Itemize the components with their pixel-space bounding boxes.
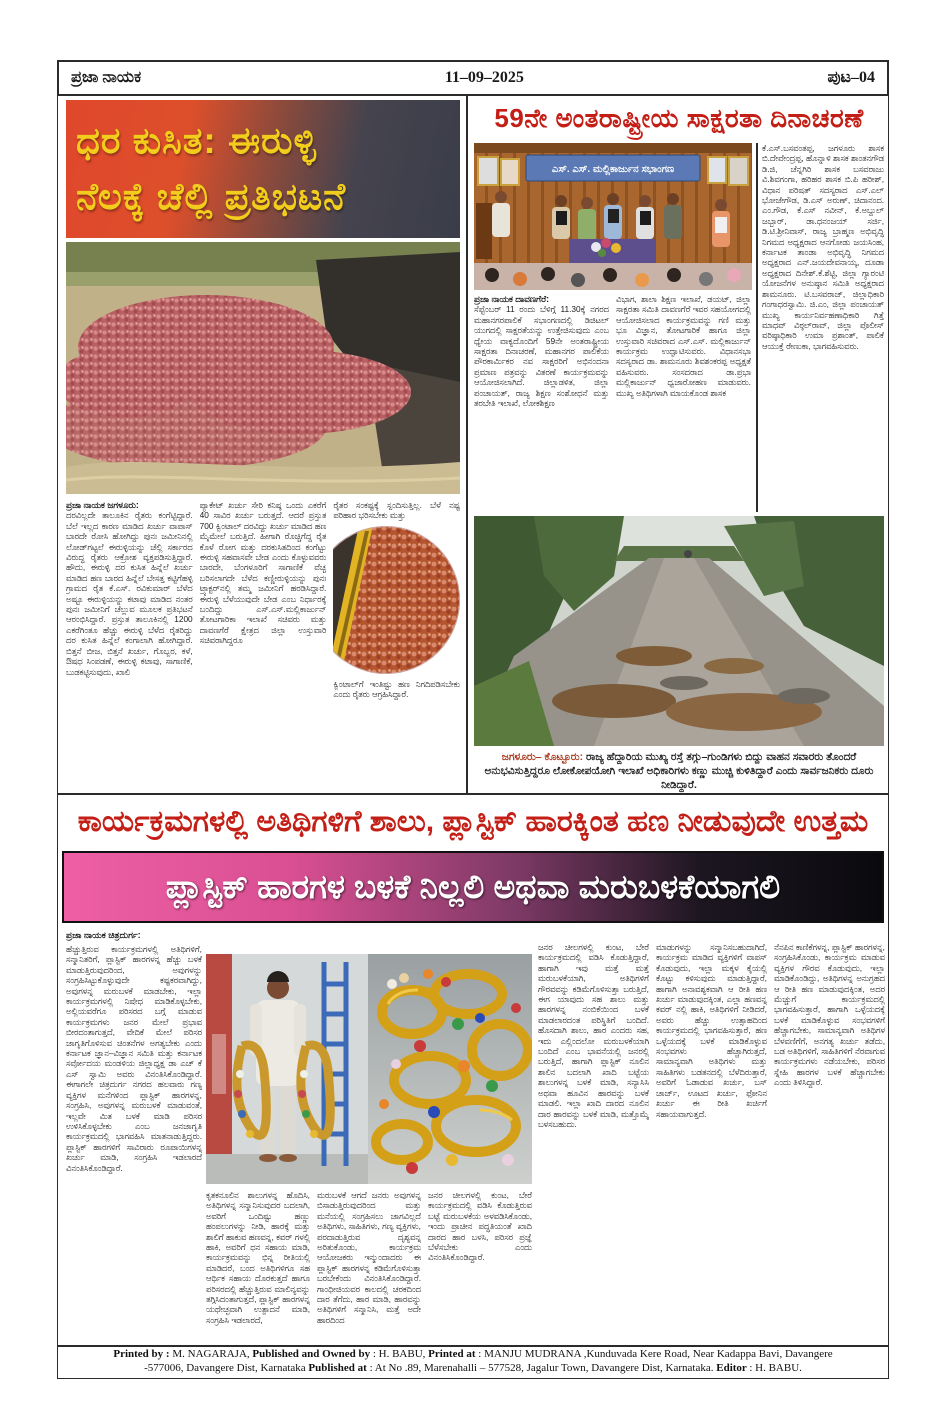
- garland-right-columns: [538, 942, 886, 1340]
- podium: [476, 203, 492, 259]
- masthead-bar: [57, 60, 889, 96]
- section-divider-vertical: [466, 96, 468, 793]
- onion-headline: ಧರ ಕುಸಿತ: ಈರುಳ್ಳಿ ನೆಲಕ್ಕೆ ಚೆಲ್ಲಿ ಪ್ರತಿಭಟನೆ: [76, 120, 347, 217]
- onion-col-1: ಪ್ರಜಾ ನಾಯಕ ಜಗಳೂರು: ದರವಿಲ್ಲದೇ ತಾಲೂಕಿನ ರೈತರು ಕಂಗೆಟ್ಟಿದ್ದಾರೆ. ಬೆಲೆ ಇಲ್ಲದ ಕಾರಣ ಮಾಡಿದ ಖರ್ಚು ವಾಪಾಸ್ ಬಾರದೇ ರೋಸಿ ಹೋಗಿದ್ದು ಪುನಃ ಜಮೀನಿನಲ್ಲಿ ಲೋಡ್‌ಗಟ್ಟಲೆ ಈರುಳ್ಳಿಯನ್ನು ಚೆಲ್ಲಿ ಸರ್ಕಾರದ ವಿರುದ್ಧ ರೈತರು ಆಕ್ರೋಶ ವ್ಯಕ್ತಪಡಿಸುತ್ತಿದ್ದಾರೆ. ಹೌದು, ಈರುಳ್ಳಿ ದರ ಕುಸಿತ ಹಿನ್ನೆಲೆ ಖರ್ಚು ಮಾಡಿದ ಹಣ ಬಾರದ ಹಿನ್ನೆಲೆ ಬೇಸತ್ತ ಕಟ್ಟಿಗೆಹಳ್ಳಿ ಗ್ರಾಮದ ರೈತ ಕೆ.ಎಸ್. ರವಿಕುಮಾರ್ ಬೆಳೆದ ಅಷ್ಟೂ ಈರುಳ್ಳಿಯನ್ನು ಕಟಾವು ಮಾಡಿದ ನಂತರ ಪುನಃ ಜಮೀನಿಗೆ ಚೆಲ್ಲುವ ಮೂಲಕ ಪ್ರತಿಭಟನೆ ಆರಂಭಿಸಿದ್ದಾರೆ. ಪ್ರಸ್ತುತ ತಾಲೂಕಿನಲ್ಲಿ 1200 ಎಕರೆಗಿಂತೂ ಹೆಚ್ಚು ಈರುಳ್ಳಿ ಬೆಳೆದ ರೈತರಿದ್ದು ದರ ಕುಸಿತ ಹಿನ್ನೆಲೆ ಕಂಗಾಲಾಗಿ ಹೋಗಿದ್ದಾರೆ. ಬಿತ್ತನೆ ಬೀಜ, ಬಿತ್ತನೆ ಖರ್ಚು, ಗೊಬ್ಬರ, ಕಳೆ, ಔಷಧ ಸಿಂಪಡಣೆ, ಈರುಳ್ಳಿ ಕಟಾವು, ಸಾಗಾಣಿಕೆ, ಬುಡಕಟ್ಟಿಸುವುದು, ಖಾಲಿ: [66, 500, 193, 677]
- literacy-article-columns: [474, 294, 752, 512]
- garland-col-1: ಹೆಚ್ಚುತ್ತಿರುವ ಕಾರ್ಯಕ್ರಮಗಳಲ್ಲಿ ಅತಿಥಿಗಳಿಗೆ, ಸನ್ಮಾನಿತರಿಗೆ, ಪ್ಲಾಸ್ಟಿಕ್ ಹಾರಗಳನ್ನ ಹೆಚ್ಚು ಬಳಕೆ ಮಾಡುತ್ತಿರುವುದರಿಂದ, ಅವುಗಳನ್ನು ಸಂಗ್ರಹಿಸಿಟ್ಟುಕೊಳ್ಳುವುದೇ ಕಷ್ಟಕರವಾಗಿದ್ದು, ಅವುಗಳನ್ನ ಮರುಬಳಕೆ ಮಾಡಬೇಕು, ಇಲ್ಲಾ ಕಾರ್ಯಕ್ರಮಗಳಲ್ಲಿ ನಿಷೇಧ ಮಾಡಿಕೊಳ್ಳಬೇಕು, ಅಲ್ಲಿಯವರೆಗೂ ಪರಿಸರದ ಬಗ್ಗೆ ಮಾಡುವ ಕಾರ್ಯಕ್ರಮಗಳು ಜನರ ಮೇಲೆ ಪ್ರಭಾವ ಬೀರದಂತಾಗುತ್ತದೆ, ವೇದಿಕೆ ಮೇಲೆ ಪರಿಸರ ಜಾಗೃತಿಗೊಳಿಸುವ ಚಿಂತನೆಗಳ ಅಗತ್ಯಬೇಕು ಎಂದು ಕರ್ನಾಟಕ ಜ್ಞಾನ–ವಿಜ್ಞಾನ ಸಮಿತಿ ಮತ್ತು ಕರ್ನಾಟಕ ಸರ್ವೋದಯ ಮಂಡಳಿಯ ಜಿಲ್ಲಾಧ್ಯಕ್ಷ ಡಾ ಎಚ್ ಕೆ ಎಸ್ ಸ್ವಾಮಿ ಅವರು ವಿನಂತಿಸಿಕೊಂಡಿದ್ದಾರೆ. ಈಗಾಗಲೇ ಚಿತ್ರದುರ್ಗ ನಗರದ ಹಲವಾರು ಗಣ್ಯ ವ್ಯಕ್ತಿಗಳ ಮನೆಗಳಿಂದ ಪ್ಲಾಸ್ಟಿಕ್ ಹಾರಗಳನ್ನ, ಸಂಗ್ರಹಿಸಿ, ಅವುಗಳನ್ನ ಮರುಬಳಕೆ ಮಾಡುವಂತೆ, ಇಲ್ಲವೇ ಮಿತ ಬಳಕೆ ಮಾಡಿ ಪರಿಸರ ಉಳಿಸಿಕೊಳ್ಳಬೇಕು ಎಂಬ ಜನಜಾಗೃತಿ ಕಾರ್ಯಕ್ರಮದಲ್ಲಿ ಭಾಗವಹಿಸಿ ಮಾತನಾಡುತ್ತಿದ್ದರು. ಪ್ಲಾಸ್ಟಿಕ್ ಹಾರಗಳಿಗೆ ಸಾವಿರಾರು ರೂಪಾಯಿಗಳನ್ನ ಖರ್ಚು ಮಾಡಿ, ಸಂಗ್ರಹಿಸಿ ಇಡಲಾರದೆ ವಿನಂತಿಸಿಕೊಂಡಿದ್ದಾರೆ.: [66, 944, 202, 1173]
- issue-date: 11–09–2025: [444, 69, 524, 86]
- imprint-line-2: -577006, Davangere Dist, Karnataka Published at : At No .89, Marenahalli – 577528, Jagalur Town, Davangere Dist, Karnataka. Editor : H. BABU.: [144, 1362, 802, 1374]
- onion-col-3: ರೈತರ ಸಂಕಷ್ಟಕ್ಕೆ ಸ್ಪಂದಿಸುತ್ತಿಲ್ಲ. ಬೆಳೆ ನಷ್ಟ ಪರಿಹಾರ ಭರಿಸಬೇಕು ಮತ್ತು ಕ್ವಿಂಟಾಲ್‌ಗೆ ಇಂತಿಷ್ಟು ಹಣ ನಿಗದಿಪಡಿಸಬೇಕು ಎಂದು ರೈತರು ಆಗ್ರಹಿಸಿದ್ದಾರೆ.: [333, 500, 460, 793]
- garland-mid-columns: [206, 1190, 532, 1340]
- garland-byline: ಪ್ರಜಾ ನಾಯಕ ಚಿತ್ರದುರ್ಗ:: [66, 930, 141, 940]
- garland-col-d: ಜನರ ಚೀಲಗಳಲ್ಲಿ ಕುಂಟ, ಬೇರೆ ಕಾರ್ಯಕ್ರಮದಲ್ಲಿ ವಡಿಸಿ ಕೊಡುತ್ತಿದ್ದಾರೆ, ಹಾಗಾಗಿ ಇವು ಮತ್ತೆ ಮತ್ತೆ ಮರುಬಳಕೆಯಾಗಿ, ಅತಿಥಿಗಳಿಗೆ ಗೌರವವನ್ನು ಕಡಿಮೆಗೊಳಿಸುತ್ತಾ ಬರುತ್ತಿದೆ, ಈಗ ಯಾವುದು ಸಹ ಶಾಲು ಮತ್ತು ಹಾರಗಳನ್ನ ನಂಬಿಕೆಯಿಂದ ಬಳಕೆ ಮಾಡಲಾರದಂತ ಪರಿಸ್ಥಿತಿಗೆ ಬಂದಿದೆ. ಹೊಸದಾಗಿ ಶಾಲು, ಹಾರ ಎಂದರು ಸಹ, ಇದು ಎಲ್ಲಿಂದಲೋ ಮರುಬಳಕೆಯಾಗಿ ಬಂದಿದೆ ಎಂಬ ಭಾವನೆಯಲ್ಲಿ ಜನರಲ್ಲಿ ಬರುತ್ತಿದೆ, ಹಾಗಾಗಿ ಪ್ಲಾಸ್ಟಿಕ್ ನೂಲಿನ ಶಾಲಿನ ಬದಲಾಗಿ ಖಾದಿ ಬಟ್ಟೆಯ ಶಾಲುಗಳನ್ನ ಬಳಕೆ ಮಾಡಿ, ಸನ್ಯಾಸಿಸಿ ಅಥವಾ ಹೂವಿನ ಹಾರವನ್ನು ಬಳಕೆ ಮಾಡಲಿ. ಇಲ್ಲಾ ಖಾದಿ ದಾರದ ನೂಲಿನ ದಾರ ಹಾರವನ್ನು ಬಳಕೆ ಮಾಡಿ, ಮತ್ತೊಮ್ಮೆ ಬಳಸಬಹುದು.: [538, 942, 649, 1129]
- garland-main-headline: ಪ್ಲಾಸ್ಟಿಕ್ ಹಾರಗಳ ಬಳಕೆ ನಿಲ್ಲಲಿ ಅಥವಾ ಮರುಬಳಕೆಯಾಗಲಿ: [62, 851, 884, 923]
- imprint-line-1: Printed by : M. NAGARAJA, Published and Owned by : H. BABU, Printed at : MANJU MUDRANA ,Kunduvada Kere Road, Near Kadappa Bavi, Davangere: [113, 1348, 833, 1360]
- literacy-col-2: ವಿಭಾಗ, ಶಾಲಾ ಶಿಕ್ಷಣ ಇಲಾಖೆ, ಡಯಟ್, ಜಿಲ್ಲಾ ಸಾಕ್ಷರತಾ ಸಮಿತಿ ದಾವಣಗೆರೆ ಇವರ ಸಹಯೋಗದಲ್ಲಿ ಆಯೋಜಿಸಲಾದ ಕಾರ್ಯಕ್ರಮವನ್ನು ಗಣಿ ಮತ್ತು ಭೂ ವಿಜ್ಞಾನ, ತೋಟಗಾರಿಕೆ ಹಾಗೂ ಜಿಲ್ಲಾ ಉಸ್ತುವಾರಿ ಸಚಿವರಾದ ಎಸ್.ಎಸ್. ಮಲ್ಲಿಕಾರ್ಜುನ್ ಕಾರ್ಯಕ್ರಮ ಉದ್ಘಾಟಿಸುವರು. ವಿಧಾನಸಭಾ ಸದಸ್ಯರಾದ ಡಾ. ಶಾಮನೂರು ಶಿವಶಂಕರಪ್ಪ ಅಧ್ಯಕ್ಷತೆ ವಹಿಸುವರು. ಸಂಸದರಾದ ಡಾ.ಪ್ರಭಾ ಮಲ್ಲಿಕಾರ್ಜುನ್ ಧ್ವಜಾರೋಹಣ ಮಾಡುವರು. ಮುಖ್ಯ ಅತಿಥಿಗಳಾಗಿ ಮಾಯಕೊಂಡ ಶಾಸಕ: [616, 294, 751, 398]
- onion-field-photo: [66, 242, 460, 494]
- road-caption-text: ರಾಜ್ಯ ಹೆದ್ದಾರಿಯ ಮುಖ್ಯ ರಸ್ತೆ ತಗ್ಗು–ಗುಂಡಿಗಳು ಬಿದ್ದು ವಾಹನ ಸವಾರರು ತೊಂದರೆ ಅನುಭವಿಸುತ್ತಿದ್ದರೂ ಲೋಕೋಪಯೋಗಿ ಇಲಾಖೆ ಅಧಿಕಾರಿಗಳು ಕಣ್ಣು ಮುಚ್ಚಿ ಕುಳಿತಿದ್ದಾರೆ ಎಂದು ಸಾರ್ವಜನಿಕರು ದೂರು ನೀಡಿದ್ದಾರೆ.: [484, 751, 874, 791]
- man-with-garlands-photo: [206, 954, 368, 1184]
- road-caption-lead: ಜಗಳೂರು– ಕೊಟ್ಟೂರು:: [501, 751, 584, 763]
- content-area: [57, 96, 889, 1379]
- road-photo-caption: [474, 750, 884, 792]
- literacy-byline: ಪ್ರಜಾ ನಾಯಕ ದಾವಣಗೆರೆ:: [474, 294, 550, 304]
- onion-headline-box: [66, 100, 460, 238]
- onion-field-photo-art: [66, 242, 460, 494]
- garland-article: [58, 930, 888, 1343]
- garland-mid-col-1: ಕೃತಕನೂಲಿನ ಶಾಲುಗಳನ್ನ ಹೊದಿಸಿ, ಅತಿಥಿಗಳನ್ನ ಸನ್ಮಾನಿಸುವುದರ ಬದಲಾಗಿ, ಅವರಿಗೆ ಒಂದಿಷ್ಟು ಹಣ್ಣು ಹಂಪಲುಗಳನ್ನು ನೀಡಿ, ಹಾರಕ್ಕೆ ಮತ್ತು ಶಾಲಿಗೆ ಹಾಕುವ ಹಣವನ್ನ, ಕವರ್ ಗಳಲ್ಲಿ ಹಾಕಿ, ಅವರಿಗೆ ಧನ ಸಹಾಯ ಮಾಡಿ, ಕಾರ್ಯಕ್ರಮವನ್ನು ಭಿನ್ನ ರೀತಿಯಲ್ಲಿ ಮಾಡಿದರೆ, ಬಂದ ಅತಿಥಿಗಳಿಗೂ ಸಹ ಆರ್ಥಿಕ ಸಹಾಯ ದೊರಕುತ್ತದೆ ಹಾಗೂ ಪರಿಸರದಲ್ಲಿ ಹೆಚ್ಚುತ್ತಿರುವ ಮಾಲಿನ್ಯವನ್ನು ತಗ್ಗಿಸಿದಂತಾಗುತ್ತದೆ, ಪ್ಲಾಸ್ಟಿಕ್ ಹಾರಗಳನ್ನ ಯಥೇಚ್ಛವಾಗಿ ಉತ್ಪಾದನೆ ಮಾಡಿ, ಸಂಗ್ರಹಿಸಿ ಇಡಲಾರದೆ,: [206, 1190, 310, 1325]
- onion-byline: ಪ್ರಜಾ ನಾಯಕ ಜಗಳೂರು:: [66, 500, 139, 510]
- garland-photos: [206, 954, 532, 1184]
- garland-mid-col-3: ಜನರ ಚೀಲಗಳಲ್ಲಿ ಕುಂಟ, ಬೇರೆ ಕಾರ್ಯಕ್ರಮದಲ್ಲಿ ವಡಿಸಿ ಕೊಡುತ್ತಿರುವ ಬಟ್ಟೆ ಮರುಬಳಕೆಯ ಅಳವಡಿಸಿಕೊಂಡು, ಇಂದು ಪ್ರಾಚೀನ ಪದ್ಧತಿಯಂತೆ ಖಾದಿ ದಾರದ ಹಾರ ಬಳಸಿ, ಪರಿಸರ ಪ್ರಜ್ಞೆ ಬೆಳೆಸಬೇಕು ಎಂದು ವಿನಂತಿಸಿಕೊಂಡಿದ್ದಾರೆ.: [428, 1190, 532, 1263]
- distant-vehicle: [684, 550, 692, 558]
- literacy-event-photo-art: [474, 143, 752, 290]
- garland-kicker-headline: ಕಾರ್ಯಕ್ರಮಗಳಲ್ಲಿ ಅತಿಥಿಗಳಿಗೆ ಶಾಲು, ಪ್ಲಾಸ್ಟಿಕ್ ಹಾರಕ್ಕಿಂತ ಹಣ ನೀಡುವುದೇ ಉತ್ತಮ: [77, 805, 869, 838]
- garland-pile-photo: [368, 954, 532, 1184]
- onion-truck-inset-photo: [333, 525, 460, 675]
- imprint-footer: [58, 1347, 888, 1375]
- page-number: ಪುಟ–04: [827, 69, 875, 86]
- damaged-road-photo: [474, 516, 884, 746]
- garland-col-e: ಮಾಡುಗಳನ್ನು ಸನ್ಮಾನಿಸಬಹುದಾಗಿದೆ, ಕಾರ್ಯಕ್ರಮ ಮಾಡಿದ ವ್ಯಕ್ತಿಗಳಿಗೆ ವಾಪಸ್ ಕೊಡುವುದು, ಇಲ್ಲಾ ಮಕ್ಕಳ ಕೈಯಲ್ಲಿ ಕೊಟ್ಟು ಕಳಿಸುವುದು ಮಾಡುತ್ತಿದ್ದಾರೆ, ಹಾಗಾಗಿ ಅನಾವಶ್ಯಕವಾಗಿ ಆ ರೀತಿ ಹಣ ಖರ್ಚು ಮಾಡುವುದಕ್ಕಿಂತ, ಎಲ್ಲಾ ಹಣವನ್ನ ಕವರ್ ನಲ್ಲಿ ಹಾಕಿ, ಅತಿಥಿಗಳಿಗೆ ನೀಡಿದರೆ, ಅವರು ಹೆಚ್ಚು ಉತ್ಸಾಹದಿಂದ ಕಾರ್ಯಕ್ರಮದಲ್ಲಿ ಭಾಗವಹಿಸುತ್ತಾರೆ, ಹಣ ಒಳ್ಳೆಯದಕ್ಕೆ ಬಳಕೆ ಮಾಡಿಕೊಳ್ಳುವ ಸಂಭವಗಳು ಹೆಚ್ಚಾಗಿರುತ್ತದೆ, ಸಾಮಾನ್ಯವಾಗಿ ಅತಿಥಿಗಳು ಮತ್ತು ಸಾಹಿತಿಗಳು ಬಡತನದಲ್ಲಿ ಬೆಳೆದಿರುತ್ತಾರೆ, ಅವರಿಗೆ ಓಡಾಡುವ ಖರ್ಚು, ಬಸ್ ಚಾರ್ಜ್, ಊಟದ ಖರ್ಚು, ಫೋನಿನ ಖರ್ಚು ಈ ರೀತಿ ಖರ್ಚಿಗೆ ಸಹಾಯವಾಗುತ್ತದೆ.: [656, 942, 767, 1119]
- literacy-event-photo: [474, 143, 752, 290]
- literacy-side-column: ಕೆ.ಎಸ್.ಬಸವಂತಪ್ಪ, ಜಗಳೂರು ಶಾಸಕ ಬಿ.ದೇವೇಂದ್ರಪ್ಪ, ಹೊನ್ನಾಳಿ ಶಾಸಕ ಶಾಂತನಗೌಡ ಡಿ.ಜಿ, ಚೆನ್ನಗಿರಿ ಶಾಸಕ ಬಸವರಾಜು ವಿ.ಶಿವಗಂಗಾ, ಹರಿಹರ ಶಾಸಕ ಬಿ.ಪಿ ಹರೀಶ್, ವಿಧಾನ ಪರಿಷತ್ ಸದಸ್ಯರಾದ ಎಸ್.ಎಲ್ ಭೋಜೇಗೌಡ, ಡಿ.ಎಸ್ ಅರುಣ್, ಚಿದಾನಂದ. ಎಂ.ಗೌಡ, ಕೆ.ಎಸ್ ನವೀನ್, ಕೆ.ಅಬ್ದುಲ್ ಜಬ್ಬಾರ್, ಡಾ.ಧನಂಜಯ್ ಸರ್ಜಿ, ಡಿ.ಟಿ.ಶ್ರೀನಿವಾಸ್, ರಾಜ್ಯ ಬ್ರಾಹ್ಮಣ ಅಭಿವೃದ್ಧಿ ನಿಗಮದ ಅಧ್ಯಕ್ಷರಾದ ಆನಗೋಡು ಜಯಸಿಂಹ, ಕರ್ನಾಟಕ ತಾಂಡಾ ಅಭಿವೃದ್ಧಿ ನಿಗಮದ ಅಧ್ಯಕ್ಷರಾದ ಎನ್.ಜಯದೇವನಾಯ್ಕ, ದೂಡಾ ಅಧ್ಯಕ್ಷರಾದ ದಿನೇಶ್.ಕೆ.ಶೆಟ್ಟಿ, ಜಿಲ್ಲಾ ಗ್ಯಾರಂಟಿ ಯೋಜನೆಗಳ ಅನುಷ್ಠಾನ ಸಮಿತಿ ಅಧ್ಯಕ್ಷರಾದ ಶಾಮನೂರು. ಟಿ.ಬಸವರಾಜ್, ಜಿಲ್ಲಾಧಿಕಾರಿ ಗಂಗಾಧರಸ್ವಾಮಿ. ಜಿ.ಎಂ, ಜಿಲ್ಲಾ ಪಂಚಾಯತ್ ಮುಖ್ಯ ಕಾರ್ಯನಿರ್ವಹಣಾಧಿಕಾರಿ ಗಿತ್ತೆ ಮಾಧವ್ ವಿಠ್ಠಲ್‌ರಾವ್, ಜಿಲ್ಲಾ ಪೊಲೀಸ್ ವರಿಷ್ಠಾಧಿಕಾರಿ ಉಮಾ ಪ್ರಶಾಂತ್, ಪಾಲಿಕೆ ಆಯುಕ್ತೆ ರೇಣುಕಾ, ಭಾಗವಹಿಸುವರು.: [762, 143, 884, 351]
- onion-col-2: ಪ್ಯಾಕೇಟ್ ಖರ್ಚು ಸೇರಿ ಕನಿಷ್ಠ ಒಂದು ಎಕರೆಗೆ 40 ಸಾವಿರ ಖರ್ಚು ಬರುತ್ತದೆ. ಆದರೆ ಪ್ರಸ್ತುತ 700 ಕ್ವಿಂಟಾಲ್ ದರವಿದ್ದು ಖರ್ಚು ಮಾಡಿದ ಹಣ ಮೈಮೇಲೆ ಬರುತ್ತಿದೆ. ಹೀಗಾಗಿ ರೊಚ್ಚಿಗೆದ್ದ ರೈತ ಕೊಳೆ ರೋಗ ಮತ್ತು ದರಕುಸಿತದಿಂದ ಕಂಗೆಟ್ಟು ಈರುಳ್ಳಿ ಸಹವಾಸವೇ ಬೇಡ ಎಂದು ಕೊಳ್ಳುವವರು ಬಾರದೇ, ಬೆಂಗಳೂರಿಗೆ ಸಾಗಾಣಿಕೆ ವೆಚ್ಚ ಬರಿಸಲಾಗದೇ ಬೆಳೆದ ಕಣ್ಣೀರುಳ್ಳಿಯನ್ನು ಪುನಃ ಟ್ರ್ಯಾಕ್ಟರ್‌ನಲ್ಲಿ ತಮ್ಮ ಜಮೀನಿಗೆ ಹರಡಿಸಿದ್ದಾರೆ. ಈರುಳ್ಳಿ ಬೆಳೆಯುವುದೇ ಬೇಡ ಎಂಬ ನಿರ್ಧಾರಕ್ಕೆ ಬಂದಿದ್ದು ಎಸ್.ಎಸ್.ಮಲ್ಲಿಕಾರ್ಜುನ್ ತೋಟಗಾರಿಕಾ ಇಲಾಖೆ ಸಚಿವರು ಮತ್ತು ದಾವಣಗೆರೆ ಕ್ಷೇತ್ರದ ಜಿಲ್ಲಾ ಉಸ್ತುವಾರಿ ಸಚಿವರಾಗಿದ್ದರೂ: [199, 500, 327, 646]
- garland-mid-col-2: ಮರುಬಳಕೆ ಆಗದೆ ಜನರು ಅವುಗಳನ್ನ ಬಿಸಾಡುತ್ತಿರುವುದರಿಂದ ಮತ್ತು ಮನೆಯಲ್ಲಿ ಸಂಗ್ರಹಿಸಲು ಜಾಗವಿಲ್ಲದೆ ಅತಿಥಿಗಳು, ಸಾಹಿತಿಗಳು, ಗಣ್ಯ ವ್ಯಕ್ತಿಗಳು, ಪರದಾಡುತ್ತಿರುವ ದೃಶ್ಯವನ್ನ ಅರಿತುಕೊಂಡು, ಕಾರ್ಯಕ್ರಮ ಆಯೋಜಕರು ಇನ್ಮುಂದಾದರು ಈ ಪ್ಲಾಸ್ಟಿಕ್ ಹಾರಗಳನ್ನ ಕಡಿಮೆಗೊಳಿಸುತ್ತಾ ಬರಬೇಕೆಂದು ವಿನಂತಿಸಿಕೊಂಡಿದ್ದಾರೆ. ಗಾಂಧೀಜಿಯವರ ಕಾಲದಲ್ಲಿ ಚರಕದಿಂದ ದಾರ ತೆಗೆದು, ಹಾರ ಮಾಡಿ, ಹಾರವನ್ನು ಅತಿಥಿಗಳಿಗೆ ಸನ್ಮಾನಿಸಿ, ಮತ್ತೆ ಅದೇ ಹಾರದಿಂದ: [317, 1190, 421, 1325]
- paper-name: ಪ್ರಜಾ ನಾಯಕ: [71, 69, 142, 86]
- garland-col-f: ನೆನಪಿನ ಕಾಣಿಕೆಗಳನ್ನ, ಪ್ಲಾಸ್ಟಿಕ್ ಹಾರಗಳನ್ನ, ಸಂಗ್ರಹಿಸಿಕೊಂಡು, ಕಾರ್ಯಕ್ರಮ ಮಾಡುವ ವ್ಯಕ್ತಿಗಳ ಗೌರವ ಕೊಡುವುದು, ಇಲ್ಲಾ ಮಾಡಿಕೊಂಡಿದ್ದು, ಅತಿಥಿಗಳನ್ನ ಅನುಗ್ರಹದ ಆ ರೀತಿ ಹಣ ಮಾಡುವುದಕ್ಕಿಂತ, ಅದರ ಮೆಚ್ಚುಗೆ ಕಾರ್ಯಕ್ರಮದಲ್ಲಿ ಭಾಗವಹಿಸುತ್ತಾರೆ, ಹಾಗಾಗಿ ಒಳ್ಳೆಯದಕ್ಕೆ ಬಳಕೆ ಮಾಡಿಕೊಳ್ಳುವ ಸಂಭವಗಳಿಗೆ ಹೆಚ್ಚಾಗಬೇಕು, ಸಾಮಾನ್ಯವಾಗಿ ಅತಿಥಿಗಳ ಬೆಳವಣಿಗೆಗೆ, ಅನಗತ್ಯ ಖರ್ಚು ತಡೆದು, ಬಡ ಅತಿಥಿಗಳಿಗೆ, ಸಾಹಿತಿಗಳಿಗೆ ನೆರವಾಗುವ ಕಾರ್ಯಕ್ರಮಗಳು ನಡೆಯಬೇಕು, ಪರಿಸರ ಸ್ನೇಹಿ ಹಾರಗಳ ಬಳಕೆ ಹೆಚ್ಚಾಗಬೇಕು ಎಂದು ತಿಳಿಸಿದ್ದಾರೆ.: [774, 942, 885, 1088]
- onion-article-columns: [66, 500, 460, 793]
- literacy-column-divider: [756, 143, 758, 512]
- damaged-road-photo-art: [474, 516, 884, 746]
- event-hall-banner-text: ಎಸ್. ಎಸ್. ಮಲ್ಲಿಕಾರ್ಜುನ ಸಭಾಂಗಣ: [551, 164, 675, 175]
- literacy-headline: 59ನೇ ಅಂತರಾಷ್ಟ್ರೀಯ ಸಾಕ್ಷರತಾ ದಿನಾಚರಣೆ: [494, 103, 864, 133]
- literacy-col-1: ಪ್ರಜಾ ನಾಯಕ ದಾವಣಗೆರೆ: ಸೆಪ್ಟೆಂಬರ್ 11 ರಂದು ಬೆಳಿಗ್ಗೆ 11.30ಕ್ಕೆ ನಗರದ ಮಹಾನಗರಪಾಲಿಕೆ ಸಭಾಂಗಣದಲ್ಲಿ ಡಿಜಿಟಲ್ ಯುಗದಲ್ಲಿ ಸಾಕ್ಷರತೆಯನ್ನು ಉತ್ತೇಜಿಸುವುದು ಎಂಬ ಧ್ಯೇಯ ವಾಕ್ಯದೊಂದಿಗೆ 59ನೇ ಅಂತರಾಷ್ಟ್ರೀಯ ಸಾಕ್ಷರತಾ ದಿನಾಚರಣೆ, ಮಹಾನಗರ ಪಾಲಿಕೆಯ ಪೌರಕಾರ್ಮಿಕರ ನವ ಸಾಕ್ಷರರಿಗೆ ಅಭಿನಂದನಾ ಪ್ರಮಾಣ ಪತ್ರವನ್ನು ವಿತರಣೆ ಕಾರ್ಯಕ್ರಮವನ್ನು ಆಯೋಜಿಸಲಾಗಿದೆ. ಜಿಲ್ಲಾಡಳಿತ, ಜಿಲ್ಲಾ ಪಂಚಾಯತ್, ರಾಜ್ಯ ಶಿಕ್ಷಣ ಸಂಶೋಧನೆ ಮತ್ತು ತರಬೇತಿ ಇಲಾಖೆ, ಲೋಕಶಿಕ್ಷಣ: [474, 294, 609, 409]
- page-frame: [57, 60, 889, 1379]
